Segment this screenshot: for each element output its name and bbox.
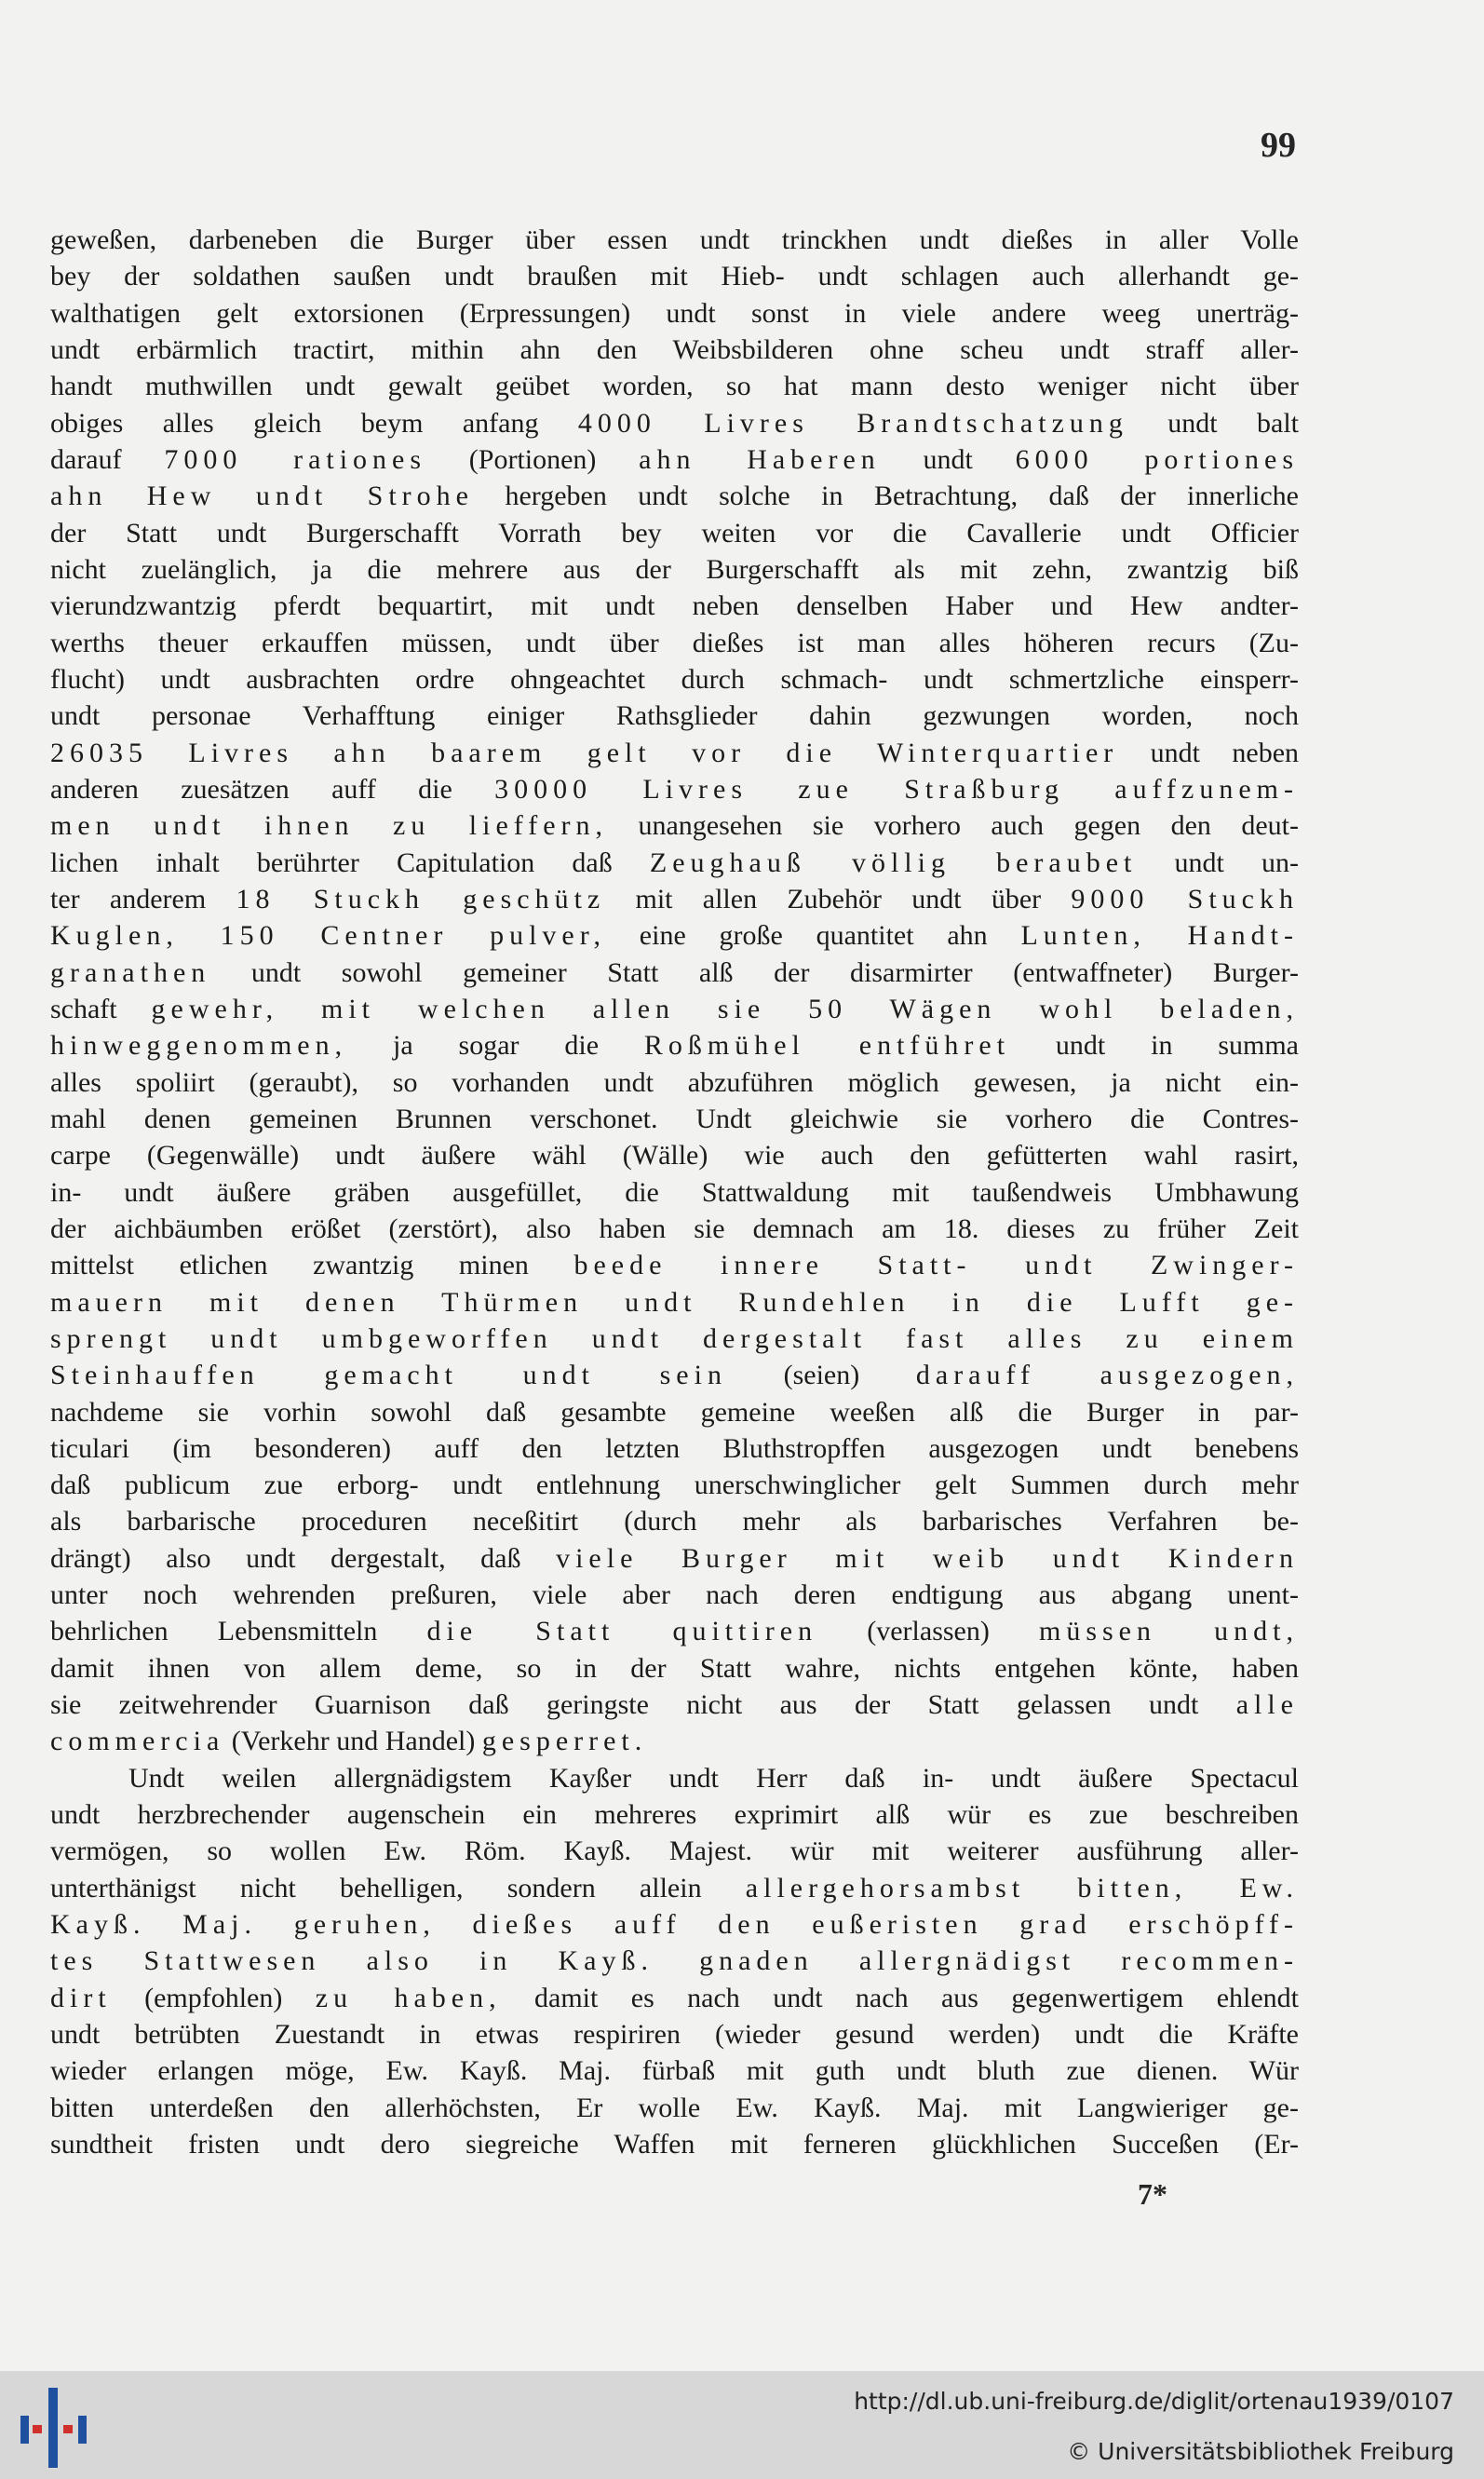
text-run: sundtheit fristen undt dero siegreiche Waffen mit ferneren glückhlichen Succeßen (Er- <box>50 2129 1299 2161</box>
text-run: (empfohlen) <box>111 1982 316 2013</box>
text-line <box>50 1137 1299 1173</box>
spaced-text: gewehr, mit welchen allen sie 50 Wägen wohl beladen, <box>151 993 1299 1024</box>
spaced-text: commercia <box>50 1726 225 1757</box>
spaced-text: 30000 Livres zue Straßburg auffzunem- <box>494 773 1299 805</box>
text-line <box>50 1613 1299 1649</box>
text-run: bey der soldathen saußen undt braußen mit Hieb- undt schlagen auch allerhandt ge- <box>50 261 1299 292</box>
text-run: undt betrübten Zuestandt in etwas respiriren (wieder gesund werden) undt die Kräfte <box>50 2019 1299 2051</box>
spaced-text: müssen undt, <box>1039 1616 1299 1647</box>
spaced-text: 7000 rationes <box>164 443 427 475</box>
spaced-text: gesperret. <box>481 1726 648 1757</box>
text-run: mittelst etlichen zwantzig minen <box>50 1250 574 1281</box>
text-line <box>50 1430 1299 1467</box>
text-line <box>50 1357 1299 1393</box>
text-line <box>50 881 1299 917</box>
text-run: (verlassen) <box>817 1616 1039 1647</box>
spaced-text: zu haben, <box>315 1982 502 2013</box>
text-run: flucht) undt ausbrachten ordre ohngeachtet durch schmach- undt schmertzliche einsperr- <box>50 663 1299 695</box>
text-run: behrlichen Lebensmitteln <box>50 1616 427 1647</box>
text-run: damit ihnen von allem deme, so in der Statt wahre, nichts entgehen könte, haben <box>50 1652 1299 1684</box>
signature-mark: 7* <box>1138 2177 1167 2211</box>
text-run: nicht zuelänglich, ja die mehrere aus der Burgerschafft als mit zehn, zwantzig biß <box>50 553 1299 585</box>
text-run: unterthänigst nicht behelligen, sondern allein <box>50 1872 746 1903</box>
text-run: mahl denen gemeinen Brunnen verschonet. Undt gleichwie sie vorhero die Contres- <box>50 1103 1299 1134</box>
text-run: lichen inhalt berührter Capitulation daß <box>50 847 650 878</box>
text-line <box>50 1980 1299 2016</box>
text-run: (Verkehr und Handel) <box>224 1726 482 1757</box>
text-line <box>50 222 1299 258</box>
text-line <box>50 1943 1299 1979</box>
text-run: ja sogar die <box>347 1030 644 1062</box>
text-line <box>50 1467 1299 1503</box>
spaced-text: granathen <box>50 956 211 988</box>
footer-url: http://dl.ub.uni-freiburg.de/diglit/ortenau1939/0107 <box>854 2388 1454 2415</box>
spaced-text: die Statt quittiren <box>426 1616 818 1647</box>
library-logo-icon <box>17 2388 93 2468</box>
text-line <box>50 1174 1299 1211</box>
text-run: als barbarische proceduren neceßitirt (durch mehr als barbarisches Verfahren be- <box>50 1506 1299 1538</box>
text-line <box>50 1906 1299 1943</box>
spaced-text: 6000 portiones <box>1015 443 1299 475</box>
text-run: unter noch wehrenden preßuren, viele aber nach deren endtigung aus abgang unent- <box>50 1579 1299 1611</box>
spaced-text: tes Stattwesen also in Kayß. gnaden allergnädigst recommen- <box>50 1945 1299 1977</box>
text-run: walthatigen gelt extorsionen (Erpressungen) undt sonst in viele andere weeg unerträg- <box>50 297 1299 329</box>
text-run: vermögen, so wollen Ew. Röm. Kayß. Majest. wür mit weiterer ausführung aller- <box>50 1836 1299 1867</box>
text-line <box>50 807 1299 844</box>
text-line <box>50 1577 1299 1613</box>
text-line <box>50 368 1299 404</box>
text-run: vierundzwantzig pferdt bequartirt, mit undt neben denselben Haber und Hew andter- <box>50 590 1299 622</box>
text-run: wieder erlangen möge, Ew. Kayß. Maj. fürbaß mit guth undt bluth zue dienen. Wür <box>50 2055 1299 2087</box>
spaced-text: sprengt undt umbgeworffen undt dergestalt fast alles zu einem <box>50 1322 1299 1354</box>
text-run: sie zeitwehrender Guarnison daß geringste nicht aus der Statt gelassen undt <box>50 1689 1236 1721</box>
text-run: in- undt äußere gräben ausgefüllet, die Stattwaldung mit taußendweis Umbhawung <box>50 1176 1299 1208</box>
spaced-text: 18 Stuckh geschütz <box>236 883 606 914</box>
text-line <box>50 405 1299 441</box>
text-run: carpe (Gegenwälle) undt äußere wähl (Wälle) wie auch den gefütterten wahl rasirt, <box>50 1140 1299 1172</box>
text-line <box>50 2016 1299 2052</box>
text-run: geweßen, darbeneben die Burger über essen undt trinckhen undt dießes in aller Volle <box>50 224 1299 255</box>
text-line <box>50 1833 1299 1869</box>
page-number: 99 <box>1261 126 1296 165</box>
text-line <box>50 991 1299 1027</box>
text-run: ter anderem <box>50 883 236 914</box>
text-run: hergeben undt solche in Betrachtung, daß der innerliche <box>473 481 1299 512</box>
spaced-text: 26035 Livres ahn baarem gelt vor die Winterquartier <box>50 737 1119 768</box>
text-line <box>50 1321 1299 1357</box>
text-run: undt neben <box>1118 737 1299 768</box>
footer-copyright: © Universitätsbibliothek Freiburg <box>1067 2438 1454 2465</box>
text-line <box>50 2126 1299 2162</box>
text-line <box>50 1760 1299 1796</box>
spaced-text: ahn Haberen <box>639 443 881 475</box>
spaced-text: Steinhauffen gemacht undt sein <box>50 1360 727 1391</box>
spaced-text: darauff ausgezogen, <box>915 1360 1299 1391</box>
text-line <box>50 845 1299 881</box>
text-run: schaft <box>50 993 152 1024</box>
text-line <box>50 955 1299 991</box>
text-run: Undt weilen allergnädigstem Kayßer undt Herr daß in- undt äußere Spectacul <box>128 1762 1299 1794</box>
spaced-text: hinweggenommen, <box>50 1030 348 1062</box>
text-line <box>50 1723 1299 1759</box>
text-line <box>50 1650 1299 1687</box>
text-line <box>50 1687 1299 1723</box>
spaced-text: men undt ihnen zu lieffern, <box>50 810 609 842</box>
spaced-text: mauern mit denen Thürmen undt Rundehlen in die Lufft ge- <box>50 1286 1299 1318</box>
text-run: bitten unterdeßen den allerhöchsten, Er wolle Ew. Kayß. Maj. mit Langwieriger ge- <box>50 2092 1299 2123</box>
text-run: undt sowohl gemeiner Statt alß der disarmirter (entwaffneter) Burger- <box>210 956 1299 988</box>
spaced-text: Zeughauß völlig beraubet <box>649 847 1138 878</box>
spaced-text: Kayß. Maj. geruhen, dießes auff den eußeristen grad erschöpff- <box>50 1909 1299 1941</box>
spaced-text: ahn Hew undt Strohe <box>50 481 474 512</box>
spaced-text: Kuglen, 150 Centner pulver, <box>50 920 607 952</box>
text-line <box>50 1394 1299 1430</box>
text-run: nachdeme sie vorhin sowohl daß gesambte gemeine weeßen alß die Burger in par- <box>50 1396 1299 1428</box>
spaced-text: alle <box>1235 1689 1299 1721</box>
text-line <box>50 478 1299 514</box>
text-line <box>50 515 1299 551</box>
text-line <box>50 258 1299 294</box>
text-line <box>50 2090 1299 2126</box>
text-run: werths theuer erkauffen müssen, undt über dießes ist man alles höheren recurs (Zu- <box>50 627 1299 658</box>
text-run: der aichbäumben erößet (zerstört), also haben sie demnach am 18. dieses zu früher Zeit <box>50 1212 1299 1244</box>
text-line <box>50 295 1299 332</box>
text-run: (Portionen) <box>426 443 640 475</box>
text-run: mit allen Zubehör undt über <box>605 883 1072 914</box>
text-line <box>50 771 1299 807</box>
text-run: daß publicum zue erborg- undt entlehnung unerschwinglicher gelt Summen durch mehr <box>50 1470 1299 1501</box>
text-line <box>50 1796 1299 1833</box>
text-run: undt herzbrechender augenschein ein mehreres exprimirt alß wür es zue beschreiben <box>50 1799 1299 1831</box>
spaced-text: 9000 Stuckh <box>1071 883 1299 914</box>
text-run: undt in summa <box>1010 1030 1299 1062</box>
text-line <box>50 1064 1299 1101</box>
text-line <box>50 1101 1299 1137</box>
text-line <box>50 441 1299 478</box>
text-line <box>50 1284 1299 1321</box>
text-line <box>50 588 1299 624</box>
footer-bar <box>0 2371 1484 2479</box>
text-run: alles spoliirt (geraubt), so vorhanden undt abzuführen möglich gewesen, ja nicht ein- <box>50 1066 1299 1098</box>
text-line <box>50 625 1299 661</box>
text-run: der Statt undt Burgerschafft Vorrath bey weiten vor die Cavallerie undt Officier <box>50 517 1299 549</box>
text-run: undt personae Verhafftung einiger Rathsglieder dahin gezwungen worden, noch <box>50 700 1299 732</box>
text-run: anderen zuesätzen auff die <box>50 773 495 805</box>
spaced-text: Lunten, Handt- <box>1020 920 1299 952</box>
text-run: undt erbärmlich tractirt, mithin ahn den Weibsbilderen ohne scheu undt straff aller- <box>50 333 1299 365</box>
text-run: damit es nach undt nach aus gegenwertigem ehlendt <box>501 1982 1299 2013</box>
text-run: drängt) also undt dergestalt, daß <box>50 1542 557 1574</box>
text-run: undt balt <box>1127 407 1299 439</box>
text-body <box>50 222 1299 2162</box>
text-run: obiges alles gleich beym anfang <box>50 407 578 439</box>
text-line <box>50 551 1299 588</box>
text-run: darauf <box>50 443 165 475</box>
text-line <box>50 1870 1299 1906</box>
spaced-text: 4000 Livres Brandtschatzung <box>577 407 1128 439</box>
text-line <box>50 698 1299 734</box>
spaced-text: dirt <box>50 1982 112 2013</box>
spaced-text: allergehorsambst bitten, Ew. <box>745 1872 1299 1903</box>
spaced-text: beede innere Statt- undt Zwinger- <box>573 1250 1299 1281</box>
text-line <box>50 735 1299 771</box>
spaced-text: viele Burger mit weib undt Kindern <box>556 1542 1299 1574</box>
text-line <box>50 1027 1299 1063</box>
text-run: unangesehen sie vorhero auch gegen den deut- <box>608 810 1299 842</box>
text-run: undt un- <box>1137 847 1299 878</box>
text-line <box>50 1247 1299 1283</box>
text-run: undt <box>880 443 1016 475</box>
text-line <box>50 917 1299 954</box>
text-run: eine große quantitet ahn <box>606 920 1021 952</box>
text-line <box>50 1211 1299 1247</box>
text-line <box>50 1540 1299 1577</box>
text-run: (seien) <box>726 1360 916 1391</box>
text-line <box>50 661 1299 698</box>
text-line <box>50 332 1299 368</box>
text-run: handt muthwillen undt gewalt geübet worden, so hat mann desto weniger nicht über <box>50 371 1299 402</box>
text-line <box>50 1503 1299 1539</box>
spaced-text: Roßmühel entführet <box>643 1030 1011 1062</box>
text-line <box>50 2052 1299 2089</box>
text-run: ticulari (im besonderen) auff den letzten Bluthstropffen ausgezogen undt benebens <box>50 1432 1299 1464</box>
